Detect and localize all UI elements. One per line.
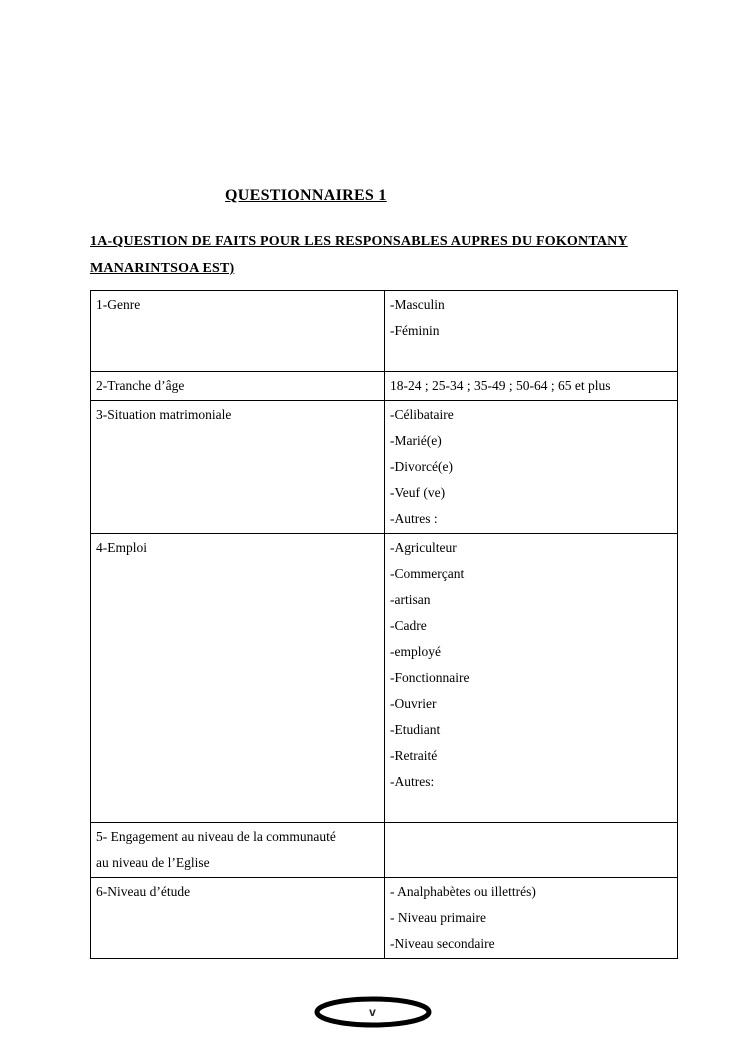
answer-cell [385,372,678,401]
page-footer [0,992,745,1032]
table-row [91,401,678,534]
table-row [91,291,678,372]
cell-line: 18-24 ; 25-34 ; 35-49 ; 50-64 ; 65 et plus [390,378,611,393]
answer-cell [385,534,678,823]
cell-line: -Masculin [390,297,445,312]
cell-line: -Célibataire [390,407,454,422]
table-row [91,823,678,878]
question-cell [91,291,385,372]
cell-line: - Niveau primaire [390,910,486,925]
page-number: v [369,1005,376,1019]
cell-line [390,344,672,370]
cell-line: -Veuf (ve) [390,485,446,500]
cell-line: 5- Engagement au niveau de la communauté [96,829,336,844]
section-heading-line1: 1A-QUESTION DE FAITS POUR LES RESPONSABLES AUPRES DU FOKONTANY [90,234,628,249]
cell-line: -Marié(e) [390,433,442,448]
question-cell [91,534,385,823]
cell-line: -employé [390,644,441,659]
cell-line: -Autres : [390,511,438,526]
cell-line: 1-Genre [96,297,141,312]
cell-line: -Autres: [390,774,435,789]
answer-cell [385,823,678,878]
cell-line: -artisan [390,592,431,607]
cell-line: -Niveau secondaire [390,936,495,951]
cell-line: -Ouvrier [390,696,437,711]
questionnaire-table-body [91,291,678,959]
cell-line: 3-Situation matrimoniale [96,407,232,422]
cell-line: 6-Niveau d’étude [96,884,191,899]
section-heading [90,228,656,282]
cell-line: -Retraité [390,748,438,763]
table-row [91,534,678,823]
cell-line: -Commerçant [390,566,465,581]
document-title: QUESTIONNAIRES 1 [225,187,387,204]
answer-cell [385,878,678,959]
questionnaire-table [90,290,678,959]
answer-cell [385,401,678,534]
table-row [91,372,678,401]
cell-line: -Divorcé(e) [390,459,453,474]
cell-line: 4-Emploi [96,540,147,555]
question-cell [91,401,385,534]
cell-line: -Agriculteur [390,540,457,555]
cell-line: -Cadre [390,618,427,633]
question-cell [91,878,385,959]
cell-line: -Féminin [390,323,440,338]
question-cell [91,372,385,401]
cell-line [390,795,672,821]
question-cell [91,823,385,878]
page-number-ornament [308,994,438,1030]
table-row [91,878,678,959]
cell-line: -Fonctionnaire [390,670,470,685]
cell-line: - Analphabètes ou illettrés) [390,884,536,899]
cell-line: 2-Tranche d’âge [96,378,185,393]
section-heading-line2: MANARINTSOA EST) [90,261,235,276]
answer-cell [385,291,678,372]
cell-line: -Etudiant [390,722,441,737]
cell-line: au niveau de l’Eglise [96,855,210,870]
